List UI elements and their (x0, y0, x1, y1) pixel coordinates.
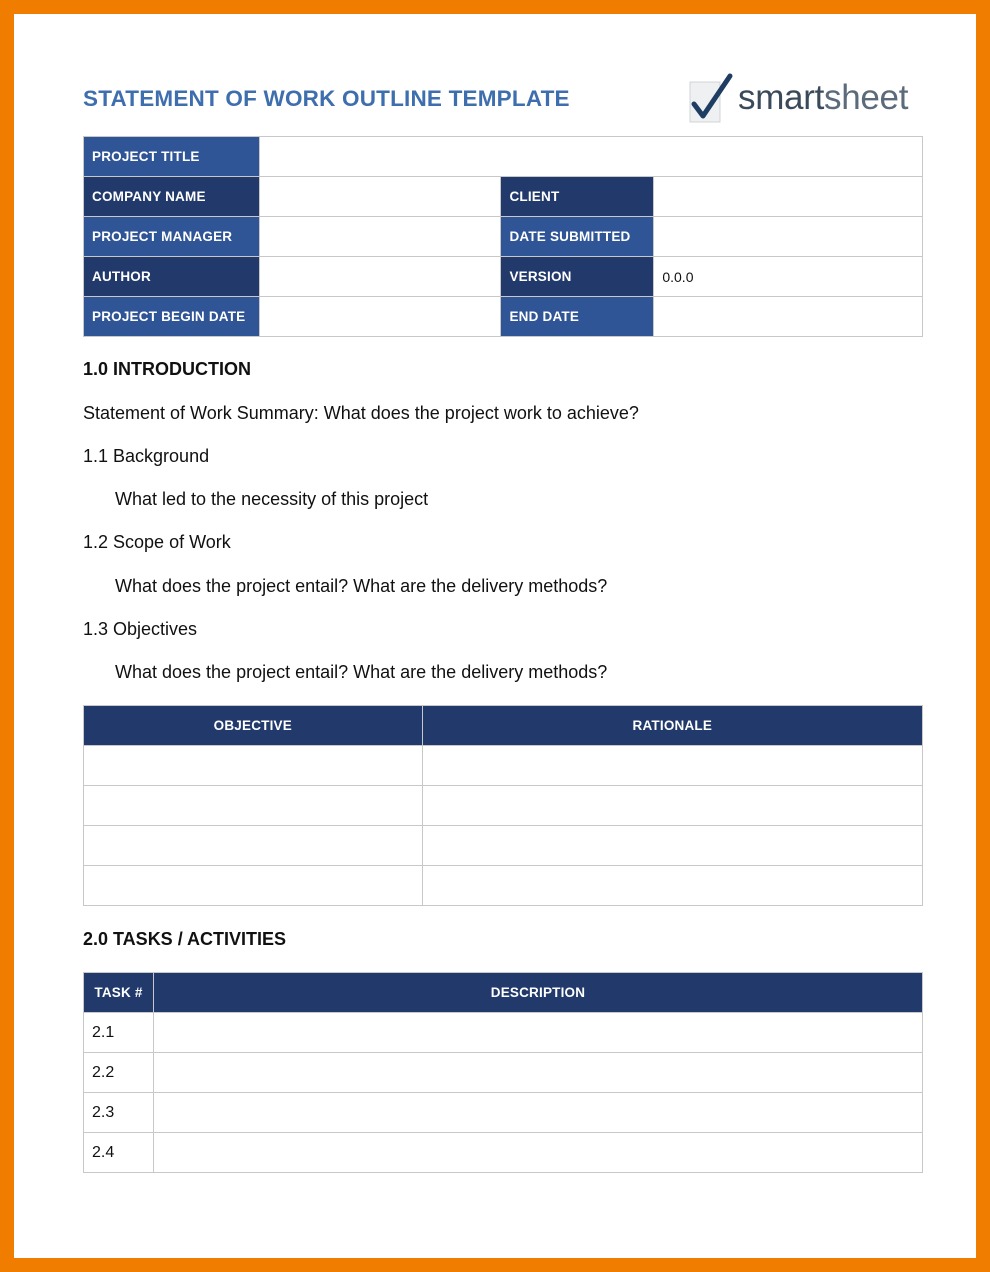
company-name-field[interactable] (259, 177, 501, 217)
objectives-heading: 1.3 Objectives (83, 619, 198, 639)
table-row (84, 866, 923, 906)
document-title: STATEMENT OF WORK OUTLINE TEMPLATE (83, 86, 570, 111)
project-info-table (83, 136, 923, 337)
tasks-table (83, 972, 923, 1173)
objectives-text: What does the project entail? What are the delivery methods? (115, 662, 608, 682)
project-title-row (84, 137, 923, 177)
scope-heading: 1.2 Scope of Work (83, 532, 231, 552)
objective-cell[interactable] (84, 786, 423, 826)
end-date-label: END DATE (501, 297, 654, 337)
project-title-label: PROJECT TITLE (84, 137, 260, 177)
task-number-cell: 2.1 (84, 1013, 154, 1053)
client-label: CLIENT (501, 177, 654, 217)
client-field[interactable] (654, 177, 923, 217)
introduction-heading: 1.0 INTRODUCTION (83, 359, 252, 379)
objective-column-header: OBJECTIVE (84, 706, 423, 746)
table-row (84, 1133, 923, 1173)
task-number-cell: 2.4 (84, 1133, 154, 1173)
company-name-label: COMPANY NAME (84, 177, 260, 217)
project-manager-field[interactable] (259, 217, 501, 257)
begin-date-label: PROJECT BEGIN DATE (84, 297, 260, 337)
logo-text-bold: smart (738, 78, 825, 117)
project-title-field[interactable] (259, 137, 922, 177)
table-row (84, 746, 923, 786)
version-field[interactable]: 0.0.0 (654, 257, 923, 297)
rationale-cell[interactable] (422, 746, 922, 786)
company-name-row (84, 177, 923, 217)
description-cell[interactable] (153, 1093, 922, 1133)
rationale-cell[interactable] (422, 786, 922, 826)
table-row (84, 1053, 923, 1093)
rationale-cell[interactable] (422, 866, 922, 906)
description-cell[interactable] (153, 1013, 922, 1053)
smartsheet-logo (686, 70, 936, 130)
objective-cell[interactable] (84, 826, 423, 866)
author-label: AUTHOR (84, 257, 260, 297)
background-text: What led to the necessity of this project (115, 489, 429, 509)
date-submitted-field[interactable] (654, 217, 923, 257)
objective-cell[interactable] (84, 866, 423, 906)
rationale-column-header: RATIONALE (422, 706, 922, 746)
rationale-cell[interactable] (422, 826, 922, 866)
objectives-header-row (84, 706, 923, 746)
description-column-header: DESCRIPTION (153, 973, 922, 1013)
version-label: VERSION (501, 257, 654, 297)
task-number-column-header: TASK # (84, 973, 154, 1013)
description-cell[interactable] (153, 1053, 922, 1093)
tasks-heading: 2.0 TASKS / ACTIVITIES (83, 929, 287, 949)
description-cell[interactable] (153, 1133, 922, 1173)
logo-wordmark (738, 78, 908, 118)
end-date-field[interactable] (654, 297, 923, 337)
objective-cell[interactable] (84, 746, 423, 786)
author-row (84, 257, 923, 297)
table-row (84, 1013, 923, 1053)
summary-text: Statement of Work Summary: What does the project work to achieve? (83, 403, 639, 423)
task-number-cell: 2.3 (84, 1093, 154, 1133)
logo-text-light: sheet (824, 78, 909, 117)
project-manager-label: PROJECT MANAGER (84, 217, 260, 257)
date-submitted-label: DATE SUBMITTED (501, 217, 654, 257)
table-row (84, 786, 923, 826)
table-row (84, 826, 923, 866)
begin-date-field[interactable] (259, 297, 501, 337)
document-page (14, 14, 976, 1258)
tasks-header-row (84, 973, 923, 1013)
author-field[interactable] (259, 257, 501, 297)
table-row (84, 1093, 923, 1133)
dates-row (84, 297, 923, 337)
task-number-cell: 2.2 (84, 1053, 154, 1093)
project-manager-row (84, 217, 923, 257)
scope-text: What does the project entail? What are the delivery methods? (115, 576, 608, 596)
background-heading: 1.1 Background (83, 446, 210, 466)
check-mark-icon (686, 70, 736, 130)
objectives-table (83, 705, 923, 906)
